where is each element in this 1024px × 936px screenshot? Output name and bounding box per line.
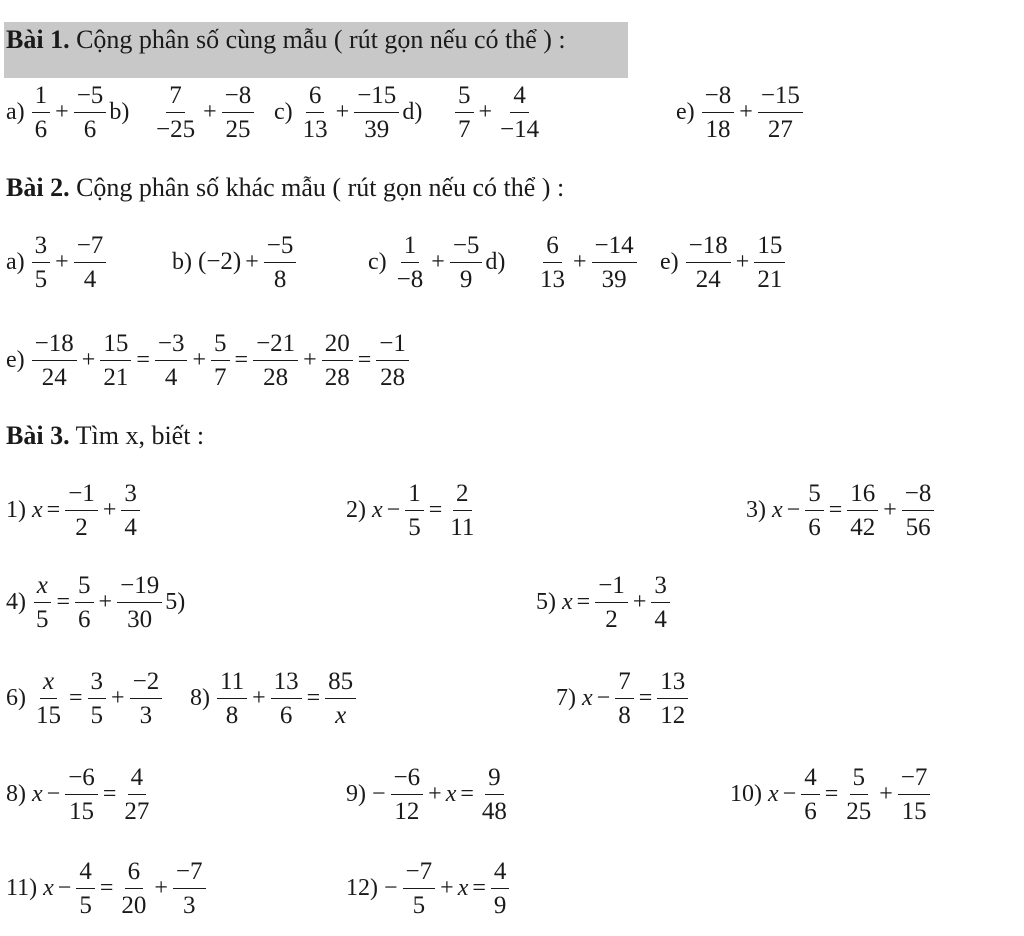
minus-sign: −	[57, 874, 72, 901]
variable-x: x	[562, 588, 573, 615]
minus-sign: −	[386, 496, 401, 523]
item-label: c)	[368, 248, 387, 275]
fraction: $\frac{-7}{4}$	[74, 230, 107, 295]
fraction: $\frac{-8}{25}$	[222, 80, 255, 145]
bai3-problem-2	[346, 474, 480, 546]
minus-sign: −	[596, 684, 611, 711]
minus-sign: −	[786, 496, 801, 523]
bai3-problem-6	[6, 662, 165, 734]
fraction: $\frac{20}{28}$	[322, 328, 353, 393]
variable-x: x	[768, 780, 779, 807]
bai3-problem-12	[346, 852, 512, 924]
operator: =	[136, 346, 150, 373]
bai2-item-b	[172, 226, 299, 298]
item-label: 11)	[6, 874, 38, 901]
bai1-item-e	[676, 76, 806, 148]
fraction: $\frac{1}{5}$	[405, 478, 424, 543]
plus-sign: +	[431, 248, 445, 275]
item-label: e)	[660, 248, 679, 275]
bai3-heading	[6, 418, 204, 454]
fraction: $\frac{-2}{3}$	[130, 666, 163, 731]
fraction: $\frac{3}{5}$	[88, 666, 107, 731]
fraction: $\frac{-6}{12}$	[391, 762, 424, 827]
item-label: 6)	[6, 684, 26, 711]
fraction: $\frac{16}{42}$	[847, 478, 878, 543]
item-label: 8)	[190, 684, 210, 711]
fraction: $\frac{5}{7}$	[211, 328, 230, 393]
item-label: 7)	[556, 684, 576, 711]
plus-sign: +	[98, 588, 113, 615]
fraction: $\frac{3}{5}$	[32, 230, 51, 295]
fraction: $\frac{x}{15}$	[36, 667, 61, 729]
variable-x: x	[32, 496, 43, 523]
operator: +	[192, 346, 207, 373]
item-label: d)	[485, 248, 506, 275]
fraction: $\frac{-1}{28}$	[376, 328, 409, 393]
plus-sign: +	[335, 98, 350, 125]
fraction: $\frac{4}{5}$	[76, 856, 95, 921]
fraction: $\frac{-5}{9}$	[450, 230, 483, 295]
bai1-item-b	[150, 76, 257, 148]
fraction: $\frac{4}{6}$	[801, 762, 820, 827]
fraction: $\frac{13}{12}$	[657, 666, 688, 731]
variable-x: x	[582, 684, 593, 711]
bai3-problem-9	[346, 758, 513, 830]
fraction: $\frac{-21}{28}$	[253, 328, 298, 393]
fraction: $\frac{2}{11}$	[450, 479, 475, 541]
fraction: $\frac{9}{48}$	[481, 763, 507, 825]
bai3-problem-8-fractions	[190, 662, 359, 734]
item-label: e)	[676, 98, 695, 125]
plus-sign: +	[102, 496, 117, 523]
equals-sign: =	[99, 874, 114, 901]
fraction: $\frac{5}{25}$	[846, 763, 872, 825]
fraction: $\frac{-5}{8}$	[264, 230, 297, 295]
bai2-item-e	[660, 226, 788, 298]
equals-sign: =	[638, 684, 653, 711]
plus-sign: +	[632, 588, 647, 615]
operator: +	[81, 346, 96, 373]
plus-sign: +	[55, 248, 69, 275]
plus-sign: +	[573, 248, 587, 275]
bai2-title: Cộng phân số khác mẫu ( rút gọn nếu có thể ) :	[69, 173, 565, 202]
item-label: 8)	[6, 780, 26, 807]
bai3-problem-8	[6, 758, 155, 830]
bai3-problem-7	[556, 662, 691, 734]
fraction: $\frac{15}{21}$	[754, 230, 785, 295]
minus-sign: −	[782, 780, 797, 807]
bai2-label: Bài 2.	[6, 173, 70, 202]
minus-sign: −	[384, 874, 398, 901]
plus-sign: +	[883, 496, 897, 523]
bai2-item-d	[534, 226, 640, 298]
item-label: a)	[6, 248, 25, 275]
fraction: $\frac{6}{20}$	[121, 857, 147, 919]
operator: =	[234, 346, 249, 373]
item-label: 12)	[346, 874, 378, 901]
fraction: $\frac{-3}{4}$	[155, 328, 188, 393]
bai3-problem-5	[536, 566, 673, 638]
plus-sign: +	[252, 684, 266, 711]
bai3-label: Bài 3.	[6, 421, 70, 450]
equals-sign: =	[102, 780, 117, 807]
fraction: $\frac{85}{x}$	[325, 666, 356, 731]
plus-sign: +	[440, 874, 454, 901]
item-label: 5)	[165, 588, 186, 615]
integer-term: (−2)	[198, 248, 242, 275]
plus-sign: +	[879, 780, 893, 807]
fraction: $\frac{x}{5}$	[33, 570, 52, 635]
equals-sign: =	[306, 684, 321, 711]
item-label: 2)	[346, 496, 366, 523]
bai3-problem-4	[6, 566, 189, 638]
equals-sign: =	[472, 874, 486, 901]
bai2-item-a	[6, 226, 109, 298]
item-label: b)	[109, 98, 130, 125]
variable-x: x	[457, 874, 469, 901]
plus-sign: +	[55, 98, 69, 125]
fraction: $\frac{4}{27}$	[124, 763, 150, 825]
fraction: $\frac{-18}{24}$	[686, 230, 731, 295]
plus-sign: +	[428, 780, 442, 807]
fraction: $\frac{-8}{56}$	[902, 478, 935, 543]
equals-sign: =	[828, 496, 843, 523]
variable-x: x	[32, 780, 43, 807]
fraction: $\frac{-14}{39}$	[592, 230, 637, 295]
variable-x: x	[445, 780, 457, 807]
variable-x: x	[43, 874, 54, 901]
equals-sign: =	[69, 684, 83, 711]
bai1-title: Cộng phân số cùng mẫu ( rút gọn nếu có thể ) :	[69, 25, 566, 54]
bai2-heading	[6, 170, 564, 206]
fraction: $\frac{-18}{24}$	[32, 328, 77, 393]
fraction: $\frac{-15}{27}$	[758, 80, 803, 145]
fraction: $\frac{3}{4}$	[121, 478, 140, 543]
plus-sign: +	[735, 248, 750, 275]
fraction: $\frac{4}{-14}$	[500, 81, 540, 143]
bai3-title: Tìm x, biết :	[69, 421, 205, 450]
item-label: a)	[6, 98, 25, 125]
operator: =	[357, 346, 372, 373]
fraction: $\frac{5}{6}$	[75, 570, 94, 635]
fraction: $\frac{-7}{3}$	[173, 856, 206, 921]
fraction: $\frac{-1}{2}$	[65, 478, 98, 543]
fraction: $\frac{15}{21}$	[100, 328, 131, 393]
bai1-label: Bài 1.	[6, 25, 70, 54]
item-label: 1)	[6, 496, 26, 523]
item-label: c)	[274, 98, 293, 125]
plus-sign: +	[739, 98, 753, 125]
minus-sign: −	[372, 780, 386, 807]
fraction: $\frac{-15}{39}$	[354, 80, 399, 145]
bai3-problem-1	[6, 474, 143, 546]
fraction: $\frac{-1}{2}$	[595, 570, 628, 635]
fraction: $\frac{11}{8}$	[217, 666, 247, 731]
variable-x: x	[772, 496, 783, 523]
fraction: $\frac{7}{-25}$	[156, 81, 196, 143]
bai1-heading	[6, 22, 566, 58]
equals-sign: =	[576, 588, 591, 615]
plus-sign: +	[154, 874, 168, 901]
item-label: d)	[402, 98, 423, 125]
variable-x: x	[372, 496, 383, 523]
item-label: 5)	[536, 588, 556, 615]
operator: +	[303, 346, 317, 373]
item-label: 10)	[730, 780, 762, 807]
item-label: b)	[172, 248, 192, 275]
fraction: $\frac{4}{9}$	[491, 856, 510, 921]
item-label: e)	[6, 346, 25, 373]
bai2-item-c	[368, 226, 509, 298]
equals-sign: =	[460, 780, 474, 807]
fraction: $\frac{3}{4}$	[651, 570, 670, 635]
fraction: $\frac{-5}{6}$	[74, 80, 107, 145]
equals-sign: =	[824, 780, 839, 807]
fraction: $\frac{-8}{18}$	[702, 80, 735, 145]
equals-sign: =	[428, 496, 443, 523]
bai3-problem-10	[730, 758, 933, 830]
bai3-problem-3	[746, 474, 937, 546]
fraction: $\frac{6}{13}$	[302, 81, 328, 143]
fraction: $\frac{-7}{15}$	[898, 762, 931, 827]
fraction: $\frac{5}{7}$	[455, 80, 474, 145]
plus-sign: +	[245, 248, 259, 275]
bai3-problem-11	[6, 852, 209, 924]
bai1-item-d	[452, 76, 545, 148]
minus-sign: −	[46, 780, 61, 807]
fraction: $\frac{6}{13}$	[540, 231, 565, 293]
plus-sign: +	[478, 98, 493, 125]
item-label: 9)	[346, 780, 366, 807]
worked-example	[6, 324, 412, 396]
fraction: $\frac{1}{6}$	[32, 80, 51, 145]
fraction: $\frac{-7}{5}$	[403, 856, 436, 921]
bai1-item-a	[6, 76, 133, 148]
fraction: $\frac{7}{8}$	[615, 666, 634, 731]
fraction: $\frac{-19}{30}$	[117, 570, 162, 635]
item-label: 4)	[6, 588, 26, 615]
bai1-item-c	[274, 76, 426, 148]
plus-sign: +	[203, 98, 217, 125]
fraction: $\frac{-6}{15}$	[65, 762, 98, 827]
fraction: $\frac{5}{6}$	[805, 478, 824, 543]
item-label: 3)	[746, 496, 766, 523]
equals-sign: =	[46, 496, 61, 523]
fraction: $\frac{1}{-8}$	[396, 231, 424, 293]
fraction: $\frac{13}{6}$	[271, 666, 302, 731]
equals-sign: =	[56, 588, 71, 615]
plus-sign: +	[111, 684, 125, 711]
